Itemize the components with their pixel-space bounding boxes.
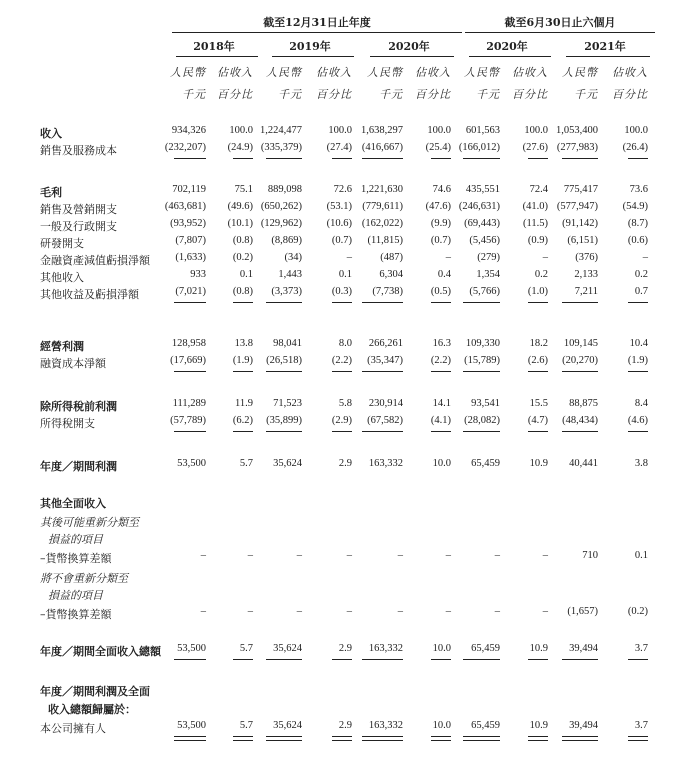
cell-value: 6,304 — [379, 269, 403, 280]
cell-value: – — [247, 550, 253, 561]
year-rule — [469, 56, 551, 57]
cell-value: – — [200, 550, 206, 561]
row-label: –貨幣換算差額 — [40, 608, 112, 621]
cell-value: (1.9) — [627, 355, 648, 366]
cell-value: 230,914 — [368, 398, 403, 409]
row-label: 年度／期間利潤及全面 — [40, 685, 150, 698]
row-label: 損益的項目 — [48, 589, 103, 602]
period-half-heading: 截至6月30日止六個月 — [504, 16, 616, 29]
subtotal-rule — [562, 302, 598, 303]
cell-value: (1,633) — [175, 252, 206, 263]
row-label: 除所得稅前利潤 — [40, 400, 117, 413]
cell-value: – — [346, 606, 352, 617]
double-rule — [562, 736, 598, 741]
col-header-percent-unit: 百分比 — [217, 88, 253, 101]
row-label: 一般及行政開支 — [40, 220, 117, 233]
cell-value: (17,669) — [170, 355, 206, 366]
cell-value: 0.2 — [634, 269, 648, 280]
cell-value: (166,012) — [458, 142, 500, 153]
cell-value: (0.8) — [232, 235, 253, 246]
double-rule — [332, 736, 352, 741]
cell-value: 35,624 — [273, 643, 302, 654]
subtotal-rule — [266, 302, 302, 303]
cell-value: 53,500 — [177, 643, 206, 654]
cell-value: 435,551 — [465, 184, 500, 195]
subtotal-rule — [562, 431, 598, 432]
subtotal-rule — [431, 659, 451, 660]
period-half-rule — [465, 32, 655, 33]
col-header-percent: 佔收入 — [316, 66, 352, 79]
cell-value: 2.9 — [338, 643, 352, 654]
subtotal-rule — [628, 158, 648, 159]
year-header: 2020年 — [388, 40, 430, 53]
cell-value: (20,270) — [562, 355, 598, 366]
cell-value: (93,952) — [170, 218, 206, 229]
col-header-rmb-unit: 千元 — [574, 88, 598, 101]
row-label: 將不會重新分類至 — [40, 572, 128, 585]
cell-value: – — [200, 606, 206, 617]
col-header-rmb-unit: 千元 — [182, 88, 206, 101]
year-header: 2021年 — [584, 40, 626, 53]
cell-value: 163,332 — [368, 643, 403, 654]
double-rule — [528, 736, 548, 741]
cell-value: 934,326 — [171, 125, 206, 136]
cell-value: (53.1) — [326, 201, 352, 212]
cell-value: 10.0 — [432, 458, 451, 469]
cell-value: (2.2) — [331, 355, 352, 366]
cell-value: (779,611) — [362, 201, 403, 212]
cell-value: (15,789) — [464, 355, 500, 366]
subtotal-rule — [362, 659, 403, 660]
subtotal-rule — [362, 371, 403, 372]
subtotal-rule — [233, 371, 253, 372]
cell-value: (650,262) — [260, 201, 302, 212]
subtotal-rule — [174, 302, 206, 303]
cell-value: (416,667) — [361, 142, 403, 153]
cell-value: (463,681) — [164, 201, 206, 212]
double-rule — [628, 736, 648, 741]
cell-value: (0.3) — [331, 286, 352, 297]
cell-value: 266,261 — [368, 338, 403, 349]
subtotal-rule — [431, 158, 451, 159]
col-header-percent: 佔收入 — [512, 66, 548, 79]
subtotal-rule — [332, 659, 352, 660]
cell-value: 100.0 — [624, 125, 648, 136]
cell-value: – — [397, 550, 403, 561]
subtotal-rule — [628, 371, 648, 372]
subtotal-rule — [463, 302, 500, 303]
cell-value: (26.4) — [622, 142, 648, 153]
subtotal-rule — [431, 371, 451, 372]
row-label: 其他收益及虧損淨額 — [40, 288, 139, 301]
cell-value: (10.1) — [227, 218, 253, 229]
double-rule — [266, 736, 302, 741]
cell-value: – — [542, 606, 548, 617]
subtotal-rule — [332, 302, 352, 303]
cell-value: – — [542, 252, 548, 263]
row-label: 本公司擁有人 — [40, 722, 106, 735]
cell-value: – — [346, 252, 352, 263]
cell-value: 11.9 — [235, 398, 253, 409]
cell-value: 65,459 — [471, 720, 500, 731]
subtotal-rule — [628, 302, 648, 303]
cell-value: 8.4 — [634, 398, 648, 409]
cell-value: 5.7 — [239, 720, 253, 731]
cell-value: 3.7 — [634, 720, 648, 731]
subtotal-rule — [463, 431, 500, 432]
col-header-rmb: 人民幣 — [170, 66, 206, 79]
subtotal-rule — [463, 371, 500, 372]
cell-value: (48,434) — [562, 415, 598, 426]
col-header-rmb: 人民幣 — [367, 66, 403, 79]
cell-value: 39,494 — [569, 643, 598, 654]
col-header-rmb: 人民幣 — [266, 66, 302, 79]
year-rule — [566, 56, 650, 57]
subtotal-rule — [332, 371, 352, 372]
cell-value: 10.9 — [529, 458, 548, 469]
cell-value: (3,373) — [271, 286, 302, 297]
subtotal-rule — [628, 431, 648, 432]
cell-value: 109,330 — [465, 338, 500, 349]
year-header: 2018年 — [193, 40, 235, 53]
cell-value: 2.9 — [338, 458, 352, 469]
cell-value: 100.0 — [229, 125, 253, 136]
cell-value: 75.1 — [234, 184, 253, 195]
col-header-rmb-unit: 千元 — [379, 88, 403, 101]
cell-value: 702,119 — [172, 184, 206, 195]
row-label: 年度／期間全面收入總額 — [40, 645, 161, 658]
cell-value: 39,494 — [569, 720, 598, 731]
cell-value: (4.7) — [527, 415, 548, 426]
cell-value: 0.1 — [239, 269, 253, 280]
subtotal-rule — [562, 158, 598, 159]
cell-value: 40,441 — [569, 458, 598, 469]
cell-value: (1.0) — [527, 286, 548, 297]
cell-value: (10.6) — [326, 218, 352, 229]
subtotal-rule — [174, 371, 206, 372]
cell-value: 65,459 — [471, 458, 500, 469]
cell-value: (34) — [284, 252, 302, 263]
col-header-percent: 佔收入 — [415, 66, 451, 79]
cell-value: (6,151) — [567, 235, 598, 246]
cell-value: 933 — [190, 269, 206, 280]
cell-value: (0.2) — [232, 252, 253, 263]
cell-value: (7,807) — [175, 235, 206, 246]
cell-value: – — [247, 606, 253, 617]
cell-value: 1,224,477 — [260, 125, 302, 136]
subtotal-rule — [233, 659, 253, 660]
cell-value: 601,563 — [465, 125, 500, 136]
cell-value: 71,523 — [273, 398, 302, 409]
row-label: 銷售及營銷開支 — [40, 203, 117, 216]
cell-value: 8.0 — [338, 338, 352, 349]
row-label: 損益的項目 — [48, 533, 103, 546]
year-header: 2019年 — [289, 40, 331, 53]
subtotal-rule — [562, 371, 598, 372]
cell-value: 5.8 — [338, 398, 352, 409]
cell-value: 10.9 — [529, 720, 548, 731]
row-label: 所得稅開支 — [40, 417, 95, 430]
cell-value: (91,142) — [562, 218, 598, 229]
cell-value: (47.6) — [425, 201, 451, 212]
cell-value: 5.7 — [239, 643, 253, 654]
subtotal-rule — [628, 659, 648, 660]
year-rule — [370, 56, 454, 57]
cell-value: (7,021) — [175, 286, 206, 297]
subtotal-rule — [528, 371, 548, 372]
subtotal-rule — [528, 431, 548, 432]
col-header-rmb-unit: 千元 — [278, 88, 302, 101]
row-label: 毛利 — [40, 186, 62, 199]
cell-value: (4.1) — [430, 415, 451, 426]
col-header-rmb: 人民幣 — [562, 66, 598, 79]
subtotal-rule — [463, 659, 500, 660]
cell-value: 72.6 — [333, 184, 352, 195]
cell-value: (2.6) — [527, 355, 548, 366]
cell-value: 128,958 — [171, 338, 206, 349]
cell-value: 98,041 — [273, 338, 302, 349]
subtotal-rule — [528, 302, 548, 303]
cell-value: 1,443 — [278, 269, 302, 280]
cell-value: (277,983) — [556, 142, 598, 153]
cell-value: 15.5 — [529, 398, 548, 409]
cell-value: (1,657) — [567, 606, 598, 617]
subtotal-rule — [431, 302, 451, 303]
cell-value: 1,221,630 — [361, 184, 403, 195]
cell-value: (0.7) — [430, 235, 451, 246]
cell-value: 2,133 — [574, 269, 598, 280]
subtotal-rule — [233, 302, 253, 303]
cell-value: 100.0 — [524, 125, 548, 136]
cell-value: 10.9 — [529, 643, 548, 654]
cell-value: 16.3 — [432, 338, 451, 349]
row-label: 其他全面收入 — [40, 497, 106, 510]
cell-value: 10.0 — [432, 720, 451, 731]
cell-value: (0.7) — [331, 235, 352, 246]
subtotal-rule — [174, 158, 206, 159]
cell-value: – — [494, 606, 500, 617]
row-label: 其後可能重新分類至 — [40, 516, 139, 529]
cell-value: 53,500 — [177, 720, 206, 731]
cell-value: 775,417 — [563, 184, 598, 195]
cell-value: 889,098 — [267, 184, 302, 195]
cell-value: – — [397, 606, 403, 617]
cell-value: 13.8 — [234, 338, 253, 349]
cell-value: 53,500 — [177, 458, 206, 469]
cell-value: 1,053,400 — [556, 125, 598, 136]
cell-value: 111,289 — [172, 398, 206, 409]
cell-value: (8,869) — [271, 235, 302, 246]
cell-value: 3.8 — [634, 458, 648, 469]
cell-value: – — [494, 550, 500, 561]
cell-value: (9.9) — [430, 218, 451, 229]
cell-value: 10.4 — [629, 338, 648, 349]
subtotal-rule — [362, 431, 403, 432]
cell-value: (0.9) — [527, 235, 548, 246]
subtotal-rule — [233, 431, 253, 432]
cell-value: 0.1 — [634, 550, 648, 561]
cell-value: – — [296, 606, 302, 617]
subtotal-rule — [233, 158, 253, 159]
cell-value: 2.9 — [338, 720, 352, 731]
col-header-percent: 佔收入 — [612, 66, 648, 79]
cell-value: (246,631) — [458, 201, 500, 212]
cell-value: (0.5) — [430, 286, 451, 297]
cell-value: (577,947) — [556, 201, 598, 212]
cell-value: (232,207) — [164, 142, 206, 153]
row-label: 融資成本淨額 — [40, 357, 106, 370]
cell-value: (8.7) — [627, 218, 648, 229]
cell-value: – — [445, 550, 451, 561]
cell-value: (57,789) — [170, 415, 206, 426]
cell-value: 18.2 — [529, 338, 548, 349]
year-rule — [272, 56, 354, 57]
double-rule — [233, 736, 253, 741]
cell-value: (129,962) — [260, 218, 302, 229]
subtotal-rule — [174, 659, 206, 660]
subtotal-rule — [332, 431, 352, 432]
cell-value: (67,582) — [367, 415, 403, 426]
cell-value: – — [346, 550, 352, 561]
subtotal-rule — [266, 158, 302, 159]
cell-value: (35,347) — [367, 355, 403, 366]
cell-value: (2.2) — [430, 355, 451, 366]
subtotal-rule — [528, 158, 548, 159]
period-year-heading: 截至12月31日止年度 — [263, 16, 371, 29]
row-label: –貨幣換算差額 — [40, 552, 112, 565]
cell-value: (162,022) — [361, 218, 403, 229]
cell-value: 0.7 — [634, 286, 648, 297]
subtotal-rule — [266, 659, 302, 660]
subtotal-rule — [332, 158, 352, 159]
cell-value: – — [445, 606, 451, 617]
cell-value: 72.4 — [529, 184, 548, 195]
cell-value: (335,379) — [260, 142, 302, 153]
cell-value: (11.5) — [523, 218, 548, 229]
double-rule — [431, 736, 451, 741]
cell-value: – — [296, 550, 302, 561]
row-label: 收入 — [40, 127, 62, 140]
cell-value: (27.6) — [522, 142, 548, 153]
subtotal-rule — [362, 158, 403, 159]
subtotal-rule — [463, 158, 500, 159]
cell-value: (54.9) — [622, 201, 648, 212]
cell-value: 163,332 — [368, 720, 403, 731]
cell-value: (0.6) — [627, 235, 648, 246]
row-label: 其他收入 — [40, 271, 84, 284]
subtotal-rule — [266, 371, 302, 372]
cell-value: 100.0 — [427, 125, 451, 136]
row-label: 金融資產減值虧損淨額 — [40, 254, 150, 267]
cell-value: (6.2) — [232, 415, 253, 426]
cell-value: 0.2 — [534, 269, 548, 280]
cell-value: (0.2) — [627, 606, 648, 617]
col-header-rmb: 人民幣 — [464, 66, 500, 79]
cell-value: 73.6 — [629, 184, 648, 195]
cell-value: (5,456) — [469, 235, 500, 246]
cell-value: 93,541 — [471, 398, 500, 409]
cell-value: 0.1 — [338, 269, 352, 280]
row-label: 收入總額歸屬於： — [48, 703, 136, 716]
cell-value: (35,899) — [266, 415, 302, 426]
cell-value: (4.6) — [627, 415, 648, 426]
cell-value: (27.4) — [326, 142, 352, 153]
subtotal-rule — [362, 302, 403, 303]
cell-value: (41.0) — [522, 201, 548, 212]
cell-value: (25.4) — [425, 142, 451, 153]
cell-value: (1.9) — [232, 355, 253, 366]
col-header-percent-unit: 百分比 — [415, 88, 451, 101]
row-label: 銷售及服務成本 — [40, 144, 117, 157]
cell-value: 88,875 — [569, 398, 598, 409]
double-rule — [463, 736, 500, 741]
cell-value: 35,624 — [273, 458, 302, 469]
row-label: 研發開支 — [40, 237, 84, 250]
row-label: 年度／期間利潤 — [40, 460, 117, 473]
cell-value: (49.6) — [227, 201, 253, 212]
subtotal-rule — [174, 431, 206, 432]
cell-value: (11,815) — [367, 235, 403, 246]
cell-value: (28,082) — [464, 415, 500, 426]
col-header-percent-unit: 百分比 — [612, 88, 648, 101]
cell-value: (2.9) — [331, 415, 352, 426]
cell-value: 109,145 — [563, 338, 598, 349]
year-header: 2020年 — [486, 40, 528, 53]
cell-value: 10.0 — [432, 643, 451, 654]
cell-value: (7,738) — [372, 286, 403, 297]
subtotal-rule — [431, 431, 451, 432]
cell-value: – — [642, 252, 648, 263]
cell-value: 1,638,297 — [361, 125, 403, 136]
cell-value: 0.4 — [437, 269, 451, 280]
cell-value: 1,354 — [476, 269, 500, 280]
cell-value: – — [542, 550, 548, 561]
cell-value: 35,624 — [273, 720, 302, 731]
row-label: 經營利潤 — [40, 340, 84, 353]
cell-value: 710 — [582, 550, 598, 561]
subtotal-rule — [562, 659, 598, 660]
cell-value: 65,459 — [471, 643, 500, 654]
cell-value: (487) — [380, 252, 403, 263]
cell-value: (376) — [575, 252, 598, 263]
col-header-percent: 佔收入 — [217, 66, 253, 79]
cell-value: (279) — [477, 252, 500, 263]
cell-value: 163,332 — [368, 458, 403, 469]
year-rule — [176, 56, 258, 57]
cell-value: (69,443) — [464, 218, 500, 229]
cell-value: (0.8) — [232, 286, 253, 297]
cell-value: 74.6 — [432, 184, 451, 195]
col-header-percent-unit: 百分比 — [512, 88, 548, 101]
cell-value: (24.9) — [227, 142, 253, 153]
period-year-rule — [172, 32, 462, 33]
cell-value: (26,518) — [266, 355, 302, 366]
double-rule — [174, 736, 206, 741]
cell-value: 3.7 — [634, 643, 648, 654]
col-header-percent-unit: 百分比 — [316, 88, 352, 101]
cell-value: – — [445, 252, 451, 263]
cell-value: 5.7 — [239, 458, 253, 469]
cell-value: 14.1 — [432, 398, 451, 409]
cell-value: 7,211 — [574, 286, 598, 297]
cell-value: (5,766) — [469, 286, 500, 297]
subtotal-rule — [266, 431, 302, 432]
cell-value: 100.0 — [328, 125, 352, 136]
subtotal-rule — [528, 659, 548, 660]
col-header-rmb-unit: 千元 — [476, 88, 500, 101]
double-rule — [362, 736, 403, 741]
